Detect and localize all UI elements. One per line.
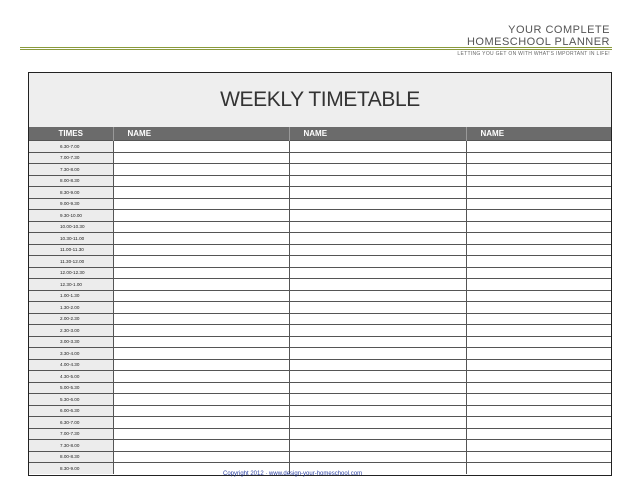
schedule-cell[interactable] xyxy=(113,451,289,463)
schedule-cell[interactable] xyxy=(289,382,466,394)
table-row xyxy=(29,141,612,153)
schedule-cell[interactable] xyxy=(113,152,289,164)
schedule-cell[interactable] xyxy=(466,336,612,348)
schedule-cell[interactable] xyxy=(113,187,289,199)
time-slot-cell: 9.30-10.00 xyxy=(29,210,113,222)
schedule-cell[interactable] xyxy=(289,221,466,233)
title-band xyxy=(29,73,611,127)
time-slot-cell: 7.00-7.30 xyxy=(29,152,113,164)
time-slot-cell: 7.30-8.00 xyxy=(29,164,113,176)
schedule-cell[interactable] xyxy=(113,359,289,371)
table-row xyxy=(29,267,612,279)
schedule-cell[interactable] xyxy=(113,394,289,406)
table-row xyxy=(29,348,612,360)
schedule-cell[interactable] xyxy=(113,175,289,187)
table-row xyxy=(29,428,612,440)
schedule-cell[interactable] xyxy=(466,394,612,406)
table-row xyxy=(29,221,612,233)
schedule-cell[interactable] xyxy=(113,267,289,279)
column-header-times: TIMES xyxy=(29,127,113,141)
schedule-cell[interactable] xyxy=(113,325,289,337)
schedule-cell[interactable] xyxy=(113,233,289,245)
table-row xyxy=(29,313,612,325)
schedule-cell[interactable] xyxy=(289,210,466,222)
timetable-sheet xyxy=(28,72,612,476)
schedule-cell[interactable] xyxy=(466,267,612,279)
table-row xyxy=(29,187,612,199)
time-slot-cell: 1.00-1.30 xyxy=(29,290,113,302)
schedule-cell[interactable] xyxy=(289,325,466,337)
time-slot-cell: 10.00-10.30 xyxy=(29,221,113,233)
header-row xyxy=(29,127,612,141)
header-divider-bottom xyxy=(20,49,612,50)
table-row xyxy=(29,451,612,463)
schedule-cell[interactable] xyxy=(289,175,466,187)
time-slot-cell: 8.30-9.00 xyxy=(29,463,113,474)
schedule-cell[interactable] xyxy=(289,290,466,302)
table-row xyxy=(29,302,612,314)
schedule-cell[interactable] xyxy=(289,267,466,279)
time-slot-cell: 5.30-6.00 xyxy=(29,394,113,406)
time-slot-cell: 6.30-7.00 xyxy=(29,141,113,153)
schedule-cell[interactable] xyxy=(113,141,289,153)
schedule-cell[interactable] xyxy=(466,382,612,394)
table-row xyxy=(29,198,612,210)
schedule-cell[interactable] xyxy=(113,336,289,348)
table-row xyxy=(29,164,612,176)
timetable-grid xyxy=(29,127,612,474)
schedule-cell[interactable] xyxy=(113,210,289,222)
table-row xyxy=(29,256,612,268)
time-slot-cell: 2.30-3.00 xyxy=(29,325,113,337)
schedule-cell[interactable] xyxy=(466,463,612,474)
schedule-cell[interactable] xyxy=(113,371,289,383)
table-row xyxy=(29,244,612,256)
schedule-cell[interactable] xyxy=(113,417,289,429)
time-slot-cell: 7.30-8.00 xyxy=(29,440,113,452)
schedule-cell[interactable] xyxy=(289,256,466,268)
schedule-cell[interactable] xyxy=(113,256,289,268)
schedule-cell[interactable] xyxy=(289,405,466,417)
time-slot-cell: 6.30-7.00 xyxy=(29,417,113,429)
schedule-cell[interactable] xyxy=(466,198,612,210)
time-slot-cell: 2.00-2.30 xyxy=(29,313,113,325)
page-title: WEEKLY TIMETABLE xyxy=(220,88,420,111)
schedule-cell[interactable] xyxy=(466,141,612,153)
time-slot-cell: 1.30-2.00 xyxy=(29,302,113,314)
schedule-cell[interactable] xyxy=(113,244,289,256)
timetable-body xyxy=(29,141,612,474)
brand-title-line1: YOUR COMPLETE xyxy=(508,24,610,36)
schedule-cell[interactable] xyxy=(289,198,466,210)
table-row xyxy=(29,175,612,187)
schedule-cell[interactable] xyxy=(466,440,612,452)
brand-tagline: LETTING YOU GET ON WITH WHAT'S IMPORTANT IN LIFE! xyxy=(457,51,610,57)
schedule-cell[interactable] xyxy=(289,417,466,429)
time-slot-cell: 4.30-5.00 xyxy=(29,371,113,383)
schedule-cell[interactable] xyxy=(289,244,466,256)
schedule-cell[interactable] xyxy=(289,394,466,406)
schedule-cell[interactable] xyxy=(113,313,289,325)
table-row xyxy=(29,279,612,291)
copyright-footer: Copyright 2012 · www.design-your-homeschool.com xyxy=(223,471,363,477)
schedule-cell[interactable] xyxy=(289,187,466,199)
schedule-cell[interactable] xyxy=(466,313,612,325)
time-slot-cell: 7.00-7.30 xyxy=(29,428,113,440)
schedule-cell[interactable] xyxy=(466,359,612,371)
header-divider-top xyxy=(20,47,612,48)
brand-block xyxy=(467,24,610,48)
schedule-cell[interactable] xyxy=(466,279,612,291)
time-slot-cell: 11.00-11.30 xyxy=(29,244,113,256)
schedule-cell[interactable] xyxy=(466,175,612,187)
table-row xyxy=(29,382,612,394)
time-slot-cell: 3.00-3.30 xyxy=(29,336,113,348)
schedule-cell[interactable] xyxy=(289,233,466,245)
schedule-cell[interactable] xyxy=(289,164,466,176)
table-row xyxy=(29,440,612,452)
schedule-cell[interactable] xyxy=(289,451,466,463)
table-row xyxy=(29,233,612,245)
time-slot-cell: 4.00-4.30 xyxy=(29,359,113,371)
schedule-cell[interactable] xyxy=(289,141,466,153)
brand-title-line2: HOMESCHOOL PLANNER xyxy=(466,36,610,48)
time-slot-cell: 3.30-4.00 xyxy=(29,348,113,360)
schedule-cell[interactable] xyxy=(289,279,466,291)
schedule-cell[interactable] xyxy=(289,348,466,360)
schedule-cell[interactable] xyxy=(289,359,466,371)
schedule-cell[interactable] xyxy=(466,348,612,360)
table-row xyxy=(29,210,612,222)
schedule-cell[interactable] xyxy=(289,440,466,452)
table-row xyxy=(29,152,612,164)
table-row xyxy=(29,290,612,302)
table-row xyxy=(29,371,612,383)
schedule-cell[interactable] xyxy=(289,336,466,348)
schedule-cell[interactable] xyxy=(466,152,612,164)
time-slot-cell: 12.00-12.30 xyxy=(29,267,113,279)
schedule-cell[interactable] xyxy=(113,198,289,210)
schedule-cell[interactable] xyxy=(113,428,289,440)
schedule-cell[interactable] xyxy=(466,417,612,429)
time-slot-cell: 5.00-5.30 xyxy=(29,382,113,394)
schedule-cell[interactable] xyxy=(113,279,289,291)
table-row xyxy=(29,325,612,337)
schedule-cell[interactable] xyxy=(466,210,612,222)
schedule-cell[interactable] xyxy=(466,221,612,233)
schedule-cell[interactable] xyxy=(113,290,289,302)
table-row xyxy=(29,394,612,406)
schedule-cell[interactable] xyxy=(289,152,466,164)
schedule-cell[interactable] xyxy=(113,405,289,417)
schedule-cell[interactable] xyxy=(466,371,612,383)
schedule-cell[interactable] xyxy=(466,451,612,463)
schedule-cell[interactable] xyxy=(466,187,612,199)
time-slot-cell: 11.30-12.00 xyxy=(29,256,113,268)
schedule-cell[interactable] xyxy=(289,371,466,383)
schedule-cell[interactable] xyxy=(466,325,612,337)
column-header-name-2: NAME xyxy=(289,127,466,141)
time-slot-cell: 8.30-9.00 xyxy=(29,187,113,199)
column-header-name-1: NAME xyxy=(113,127,289,141)
time-slot-cell: 6.00-6.30 xyxy=(29,405,113,417)
table-row xyxy=(29,336,612,348)
time-slot-cell: 8.00-8.30 xyxy=(29,451,113,463)
schedule-cell[interactable] xyxy=(113,164,289,176)
time-slot-cell: 12.30-1.00 xyxy=(29,279,113,291)
time-slot-cell: 9.00-9.30 xyxy=(29,198,113,210)
column-header-name-3: NAME xyxy=(466,127,612,141)
schedule-cell[interactable] xyxy=(466,290,612,302)
schedule-cell[interactable] xyxy=(113,221,289,233)
schedule-cell[interactable] xyxy=(289,313,466,325)
schedule-cell[interactable] xyxy=(113,440,289,452)
table-row xyxy=(29,417,612,429)
table-row xyxy=(29,405,612,417)
schedule-cell[interactable] xyxy=(466,244,612,256)
schedule-cell[interactable] xyxy=(466,302,612,314)
schedule-cell[interactable] xyxy=(466,233,612,245)
schedule-cell[interactable] xyxy=(466,164,612,176)
schedule-cell[interactable] xyxy=(289,302,466,314)
schedule-cell[interactable] xyxy=(113,348,289,360)
time-slot-cell: 8.00-8.30 xyxy=(29,175,113,187)
schedule-cell[interactable] xyxy=(466,405,612,417)
schedule-cell[interactable] xyxy=(113,302,289,314)
schedule-cell[interactable] xyxy=(113,382,289,394)
schedule-cell[interactable] xyxy=(466,256,612,268)
schedule-cell[interactable] xyxy=(289,428,466,440)
table-row xyxy=(29,359,612,371)
time-slot-cell: 10.30-11.00 xyxy=(29,233,113,245)
schedule-cell[interactable] xyxy=(466,428,612,440)
